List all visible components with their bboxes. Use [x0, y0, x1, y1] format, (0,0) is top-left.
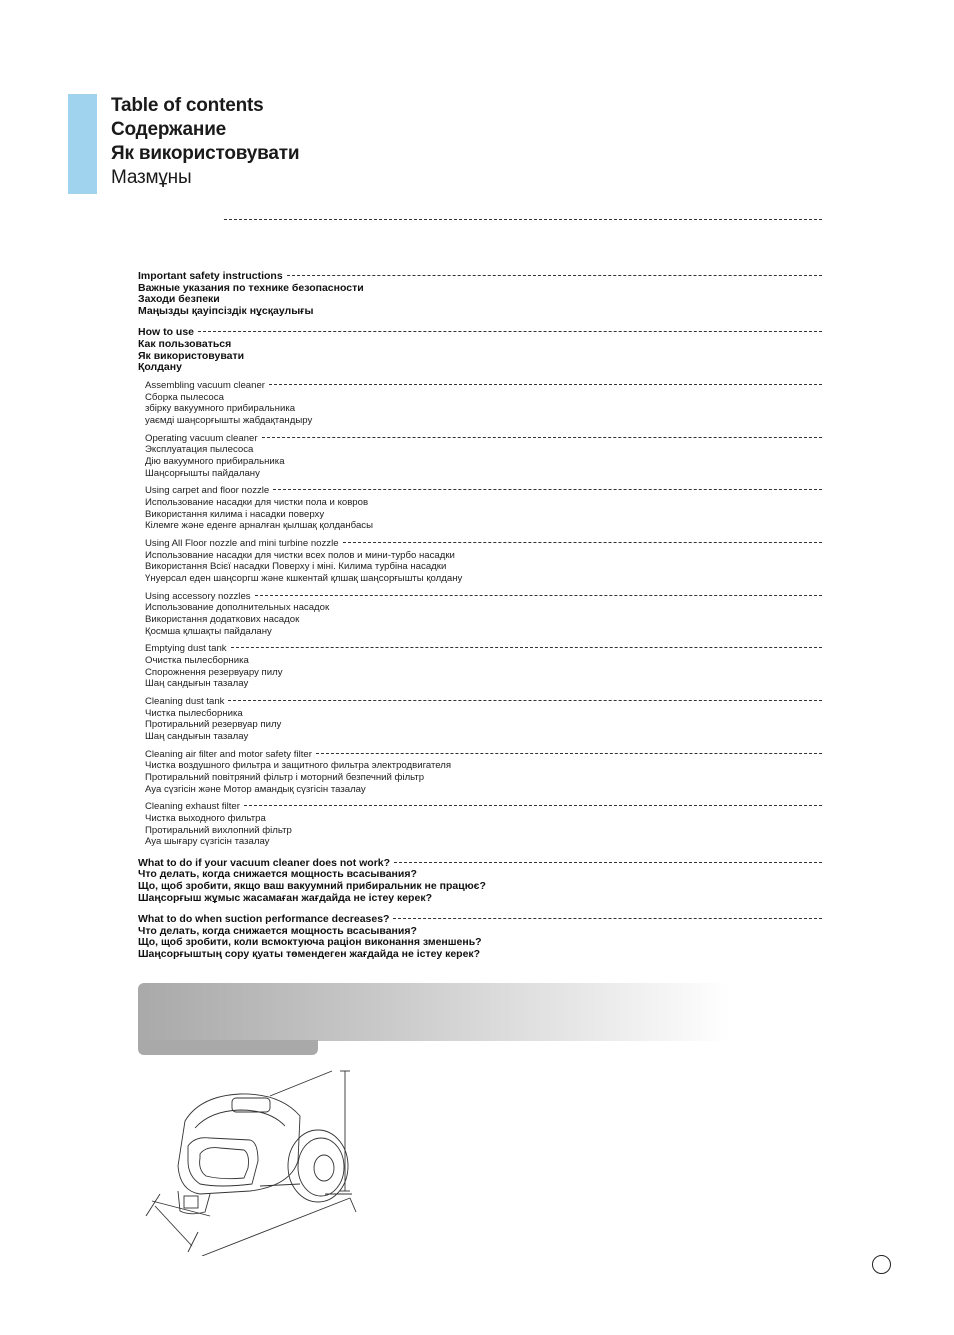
toc-dotted-leader — [244, 805, 822, 806]
toc-entry-translation: Шаң сандығын тазалау — [145, 730, 249, 742]
toc-entry-translation: Шаңсорғыштың сору қуаты төмендеген жағдайда не істеу керек? — [138, 947, 481, 960]
vacuum-cleaner-illustration — [140, 1066, 370, 1256]
toc-entry-title: Using accessory nozzles — [145, 590, 251, 602]
toc-entry-translation: Қолдану — [138, 361, 182, 374]
title-english: Table of contents — [111, 95, 264, 116]
toc-entry-translation: Протиральний резервуар пилу — [145, 719, 282, 731]
title-kazakh: Мазмұны — [111, 167, 192, 188]
title-russian: Содержание — [111, 119, 227, 140]
toc-entry-title: Using All Floor nozzle and mini turbine nozzle — [145, 538, 339, 550]
toc-entry-title: What to do if your vacuum cleaner does not work? — [138, 856, 391, 869]
toc-dotted-leader — [287, 275, 822, 276]
toc-entry-translation: Що, щоб зробити, якщо ваш вакуумний прибиральник не працює? — [138, 879, 486, 892]
toc-dotted-leader — [228, 700, 822, 701]
toc-entry[interactable] — [145, 591, 822, 637]
toc-entry[interactable] — [145, 749, 822, 795]
toc-entry-title: Operating vacuum cleaner — [145, 432, 258, 444]
toc-dotted-leader — [255, 595, 822, 596]
toc-entry[interactable] — [145, 538, 822, 584]
page-titles — [111, 94, 299, 190]
toc-entry-translation: Як використовувати — [138, 349, 245, 362]
toc-entry-translation: Что делать, когда снижается мощность всасывания? — [138, 868, 417, 881]
toc-entry[interactable] — [145, 643, 822, 689]
toc-entry-title: Cleaning exhaust filter — [145, 801, 240, 813]
toc-entry-title: Important safety instructions — [138, 270, 283, 282]
toc-entry-translation: Дію вакуумного прибиральника — [145, 455, 285, 467]
toc-entry-translation: Чистка выходного фильтра — [145, 813, 266, 825]
toc-entry[interactable] — [138, 327, 822, 373]
section-banner — [138, 983, 730, 1041]
toc-entry-translation: Чистка пылесборника — [145, 707, 243, 719]
toc-entry-translation: Чистка воздушного фильтра и защитного фильтра электродвигателя — [145, 760, 452, 772]
toc-entry-translation: збірку вакуумного прибиральника — [145, 403, 296, 415]
toc-entry-translation: Как пользоваться — [138, 337, 232, 350]
toc-entry-translation: Үнуерсал еден шаңсоргш және кшкентай қлшақ шаңсорғышты қолдану — [145, 572, 463, 584]
toc-entry[interactable] — [138, 858, 822, 904]
toc-dotted-leader — [262, 437, 822, 438]
toc-dotted-leader — [394, 862, 822, 863]
toc-entry[interactable] — [138, 271, 822, 317]
toc-entry-translation: Використання килима і насадки поверху — [145, 508, 325, 520]
toc-entry-title: How to use — [138, 326, 195, 339]
toc-entry-title: Cleaning air filter and motor safety filter — [145, 748, 312, 760]
toc-entry-translation: Що, щоб зробити, коли всмоктуюча раціон виконання зменшень? — [138, 936, 482, 949]
toc-entry[interactable] — [138, 914, 822, 960]
toc-dotted-leader — [343, 542, 822, 543]
toc-entry-title: Assembling vacuum cleaner — [145, 380, 265, 392]
toc-entry-translation: Маңызды қауіпсіздік нұсқаулығы — [138, 304, 314, 317]
toc-entry[interactable] — [145, 433, 822, 479]
toc-dotted-leader — [231, 647, 822, 648]
toc-entry-translation: Сборка пылесоса — [145, 391, 224, 403]
toc-entry-translation: Шаң сандығын тазалау — [145, 678, 249, 690]
toc-entry-translation: Використання додаткових насадок — [145, 613, 300, 625]
toc-entry-title: Cleaning dust tank — [145, 696, 225, 708]
toc-entry-translation: Протиральний вихлопний фільтр — [145, 824, 292, 836]
toc-entry-title: Emptying dust tank — [145, 643, 227, 655]
toc-dotted-leader — [269, 384, 822, 385]
toc-entry-translation: Спорожнення резервуару пилу — [145, 666, 283, 678]
toc-entry-translation: Ауа шығару сүзгісін тазалау — [145, 836, 270, 848]
toc-dotted-leader — [273, 489, 822, 490]
toc-entry-translation: Шаңсорғышты пайдалану — [145, 467, 260, 479]
toc-entry-translation: Эксплуатация пылесоса — [145, 444, 254, 456]
toc-entry[interactable] — [145, 801, 822, 847]
title-ukrainian: Як використовувати — [111, 143, 300, 164]
toc-entry-translation: Протиральний повітряний фільтр і моторний безпечний фільтр — [145, 771, 425, 783]
toc-entry-translation: Заходи безпеки — [138, 293, 220, 306]
toc-entry-translation: Использование насадки для чистки всех полов и мини-турбо насадки — [145, 549, 455, 561]
toc-entry-translation: Кілемге және еденге арналған қылшақ қолданбасы — [145, 520, 373, 532]
toc-entry-translation: Что делать, когда снижается мощность всасывания? — [138, 924, 417, 937]
toc-entry[interactable] — [145, 485, 822, 531]
toc-dotted-leader — [198, 331, 822, 332]
toc-dotted-leader — [393, 918, 822, 919]
toc-entry-translation: Использование насадки для чистки пола и ковров — [145, 496, 369, 508]
section-color-bar — [68, 94, 97, 194]
toc-entry-translation: Очистка пылесборника — [145, 655, 249, 666]
toc-dotted-leader — [316, 753, 822, 754]
toc-entry-translation: Шаңсорғыш жұмыс жасамаған жағдайда не істеу керек? — [138, 891, 432, 904]
toc-entry[interactable] — [145, 380, 822, 426]
toc-entry-translation: Ауа сүзгісін және Мотор амандық сүзгісін тазалау — [145, 783, 366, 795]
toc-entry-translation: Використання Всієї насадки Поверху і міні. Килима турбіна насадки — [145, 561, 447, 573]
toc-entry-translation: уаємді шаңсорғышты жабдақтандыру — [145, 414, 313, 426]
toc-entry-title: Using carpet and floor nozzle — [145, 485, 270, 497]
table-of-contents — [138, 271, 822, 961]
toc-entry-title: What to do when suction performance decreases? — [138, 913, 390, 926]
section-banner-tab — [138, 1040, 318, 1055]
toc-entry-translation: Использование дополнительных насадок — [145, 602, 330, 614]
toc-entry[interactable] — [145, 696, 822, 742]
toc-entry-translation: Қосмша қлшақты пайдалану — [145, 625, 272, 637]
page-number-circle — [872, 1255, 891, 1274]
dotted-divider — [224, 219, 822, 220]
toc-entry-translation: Важные указания по технике безопасности — [138, 281, 364, 294]
